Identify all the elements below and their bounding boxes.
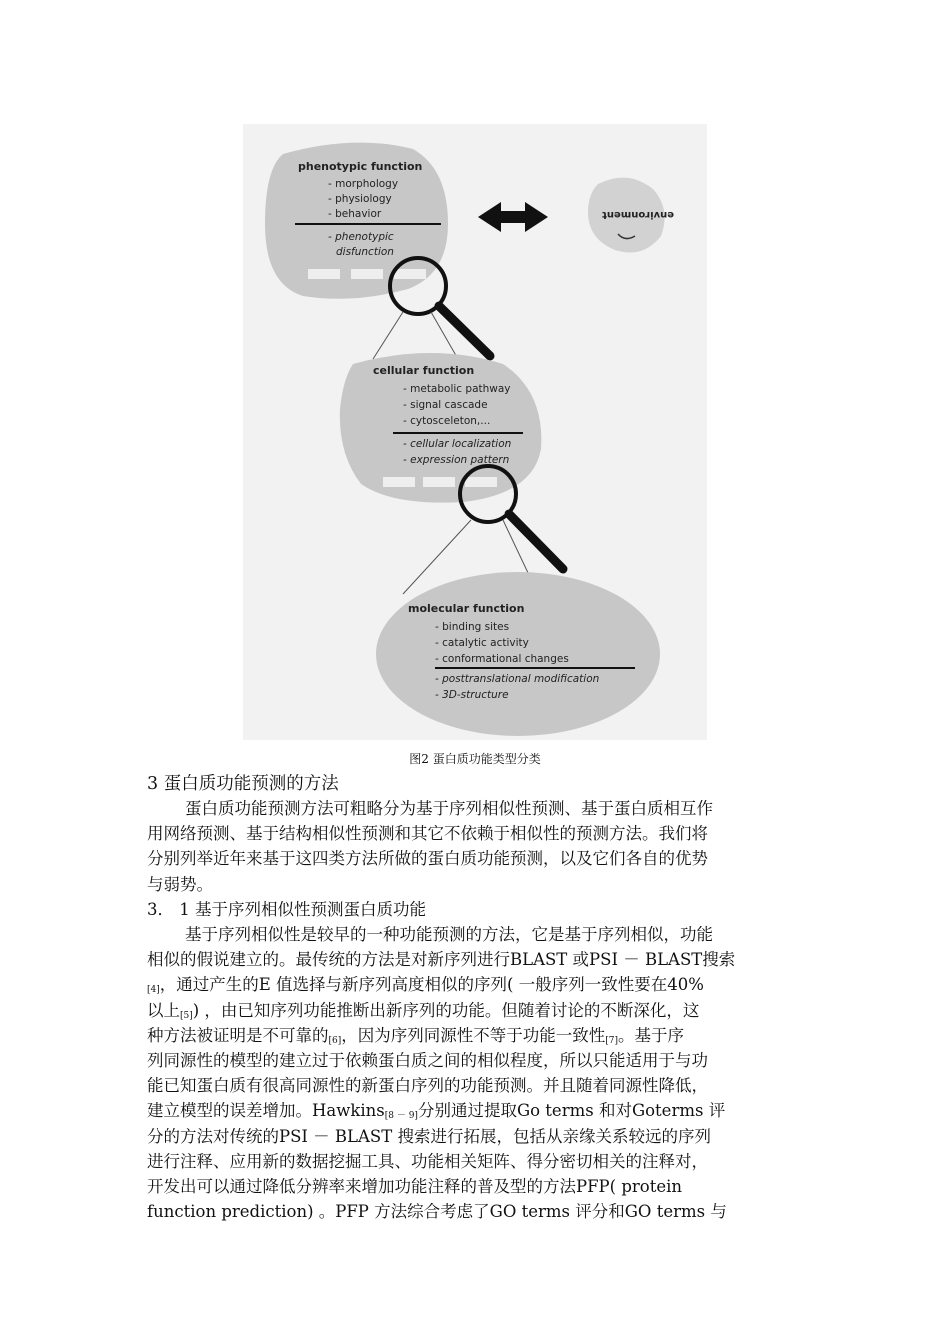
text-span: ，通过产生的E 值选择与新序列高度相似的序列( 一般序列一致性要在40% — [159, 975, 704, 995]
thumb-5 — [423, 477, 455, 487]
citation-ref: [4] — [147, 985, 160, 996]
magnifier-handle — [439, 306, 490, 356]
text-line: 相似的假说建立的。最传统的方法是对新序列进行BLAST 或PSI － BLAST搜索 — [147, 950, 736, 970]
molecular-extra: - 3D-structure — [435, 689, 509, 701]
text-line: 列同源性的模型的建立过于依赖蛋白质之间的相似程度，所以只能适用于与功 — [147, 1050, 708, 1070]
cellular-extra: - expression pattern — [403, 454, 510, 466]
text-line: 开发出可以通过降低分辨率来增加功能注释的普及型的方法PFP( protein — [147, 1176, 683, 1196]
text-line: 进行注释、应用新的数据挖掘工具、功能相关矩阵、得分密切相关的注释对， — [147, 1151, 708, 1171]
text-line: 蛋白质功能预测方法可粗略分为基于序列相似性预测、基于蛋白质相互作 — [185, 799, 713, 818]
figure-illustration — [243, 124, 707, 740]
figure-caption: 图2 蛋白质功能类型分类 — [409, 752, 541, 766]
cellular-item: - metabolic pathway — [403, 383, 511, 395]
molecular-item: - conformational changes — [435, 653, 569, 665]
text-span: 分别通过提取Go terms 和对Goterms 评 — [417, 1101, 726, 1121]
environment-label: environment — [602, 209, 674, 220]
text-span: ，因为序列同源性不等于功能一致性 — [341, 1025, 606, 1045]
molecular-title: molecular function — [408, 602, 525, 615]
citation-ref: [6] — [328, 1035, 342, 1046]
citation-ref: [8 － 9] — [384, 1111, 418, 1122]
phenotypic-extra: - phenotypic — [328, 231, 394, 243]
cellular-extra: - cellular localization — [403, 438, 512, 450]
phenotypic-title: phenotypic function — [298, 160, 423, 173]
text-line: 分别列举近年来基于这四类方法所做的蛋白质功能预测，以及它们各自的优势 — [147, 849, 708, 869]
text-line: 能已知蛋白质有很高同源性的新蛋白序列的功能预测。并且随着同源性降低， — [147, 1076, 708, 1096]
protein-function-figure — [243, 124, 707, 740]
cellular-title: cellular function — [373, 364, 475, 377]
paragraph-methods-overview — [147, 796, 807, 897]
thumb-2 — [351, 269, 383, 279]
text-line — [147, 1023, 807, 1048]
zoom-line — [373, 312, 403, 359]
text-line — [147, 1098, 807, 1123]
subsection-heading: 3． 1 基于序列相似性预测蛋白质功能 — [147, 900, 426, 919]
thumb-1 — [308, 269, 340, 279]
text-span: 。基于序 — [618, 1025, 684, 1045]
paragraph-sequence-similarity — [147, 922, 807, 1224]
cellular-item: - signal cascade — [403, 399, 488, 411]
thumb-6 — [465, 477, 497, 487]
double-arrow-icon — [478, 202, 548, 232]
cellular-item: - cytosceleton,... — [403, 415, 491, 427]
text-line — [147, 972, 807, 997]
section-heading: 3 蛋白质功能预测的方法 — [147, 774, 339, 794]
text-line: 与弱势。 — [147, 874, 213, 894]
thumb-4 — [383, 477, 415, 487]
phenotypic-item: - morphology — [328, 178, 399, 190]
molecular-extra: - posttranslational modification — [435, 673, 600, 685]
phenotypic-item: - physiology — [328, 193, 392, 205]
text-line: function prediction) 。PFP 方法综合考虑了GO terms 评分和GO terms 与 — [147, 1202, 727, 1222]
thumb-3 — [394, 269, 426, 279]
text-line: 用网络预测、基于结构相似性预测和其它不依赖于相似性的预测方法。我们将 — [147, 824, 708, 844]
text-span: 种方法被证明是不可靠的 — [147, 1025, 329, 1045]
text-line — [147, 998, 807, 1023]
phenotypic-item: - behavior — [328, 208, 382, 220]
magnifier-handle — [509, 514, 563, 569]
citation-ref: [5] — [180, 1010, 193, 1021]
text-line: 基于序列相似性是较早的一种功能预测的方法，它是基于序列相似，功能 — [185, 925, 713, 944]
molecular-item: - catalytic activity — [435, 637, 529, 649]
citation-ref: [7] — [605, 1035, 618, 1046]
phenotypic-extra: disfunction — [336, 246, 394, 258]
text-span: 建立模型的误差增加。Hawkins — [147, 1101, 385, 1121]
text-span: 以上 — [147, 1000, 180, 1020]
text-line: 分的方法对传统的PSI － BLAST 搜索进行拓展，包括从亲缘关系较远的序列 — [147, 1126, 711, 1146]
text-span: ) ，由已知序列功能推断出新序列的功能。但随着讨论的不断深化，这 — [192, 1000, 700, 1020]
molecular-item: - binding sites — [435, 621, 510, 633]
